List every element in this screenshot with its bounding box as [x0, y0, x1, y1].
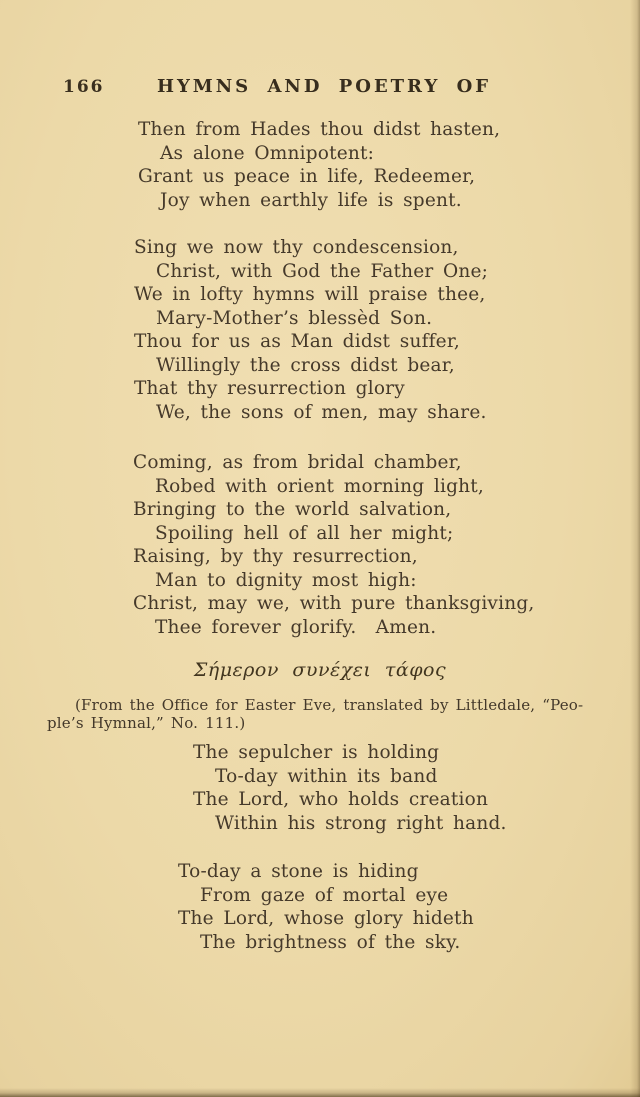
citation-line: (From the Office for Easter Eve, translated by Littledale, “Peo- [75, 696, 584, 714]
verse-line: Man to dignity most high: [155, 569, 417, 591]
verse-line: The brightness of the sky. [200, 931, 461, 953]
poem2-stanza1 [193, 741, 507, 835]
poem1-stanza2 [134, 236, 488, 424]
verse-line: Christ, with God the Father One; [156, 260, 489, 282]
page-header [0, 76, 640, 100]
verse-line: Christ, may we, with pure thanksgiving, [133, 593, 535, 614]
poem1-stanza3 [133, 451, 534, 639]
verse-line: Mary-Mother’s blessèd Son. [156, 307, 433, 329]
verse-line: As alone Omnipotent: [160, 142, 375, 164]
verse-line: Willingly the cross didst bear, [156, 354, 455, 376]
verse-line: Grant us peace in life, Redeemer, [138, 166, 476, 187]
verse-line: Thee forever glorify. Amen. [155, 616, 437, 638]
page-edge-right-shadow [630, 0, 640, 1097]
verse-line: The Lord, who holds creation [193, 789, 489, 810]
greek-hymn-title: Σήμερον συνέχει τάφος [193, 659, 447, 681]
verse-line: From gaze of mortal eye [200, 884, 449, 906]
poem2-stanza2 [178, 860, 474, 954]
poem1-stanza1 [138, 118, 500, 212]
citation-line: ple’s Hymnal,” No. 111.) [47, 713, 246, 732]
verse-line: Raising, by thy resurrection, [133, 546, 418, 567]
hymn-citation [47, 697, 607, 732]
verse-line: We in lofty hymns will praise thee, [134, 284, 486, 305]
verse-line: To-day within its band [215, 765, 438, 787]
verse-line: The sepulcher is holding [193, 742, 440, 763]
verse-line: Sing we now thy condescension, [134, 237, 459, 258]
verse-line: Then from Hades thou didst hasten, [138, 119, 501, 140]
verse-line: We, the sons of men, may share. [156, 401, 487, 423]
verse-line: Coming, as from bridal chamber, [133, 452, 462, 473]
verse-line: Joy when earthly life is spent. [160, 189, 462, 211]
running-title: HYMNS AND POETRY OF [156, 76, 492, 97]
verse-line: The Lord, whose glory hideth [178, 908, 474, 929]
verse-line: Thou for us as Man didst suffer, [134, 331, 460, 352]
verse-line: Spoiling hell of all her might; [155, 522, 454, 544]
verse-line: That thy resurrection glory [134, 378, 405, 399]
verse-line: Bringing to the world salvation, [133, 499, 452, 520]
verse-line: Within his strong right hand. [215, 812, 507, 834]
verse-line: To-day a stone is hiding [178, 861, 419, 882]
page-number: 166 [63, 77, 105, 97]
page-edge-bottom-shadow [0, 1088, 640, 1097]
verse-line: Robed with orient morning light, [155, 475, 484, 497]
